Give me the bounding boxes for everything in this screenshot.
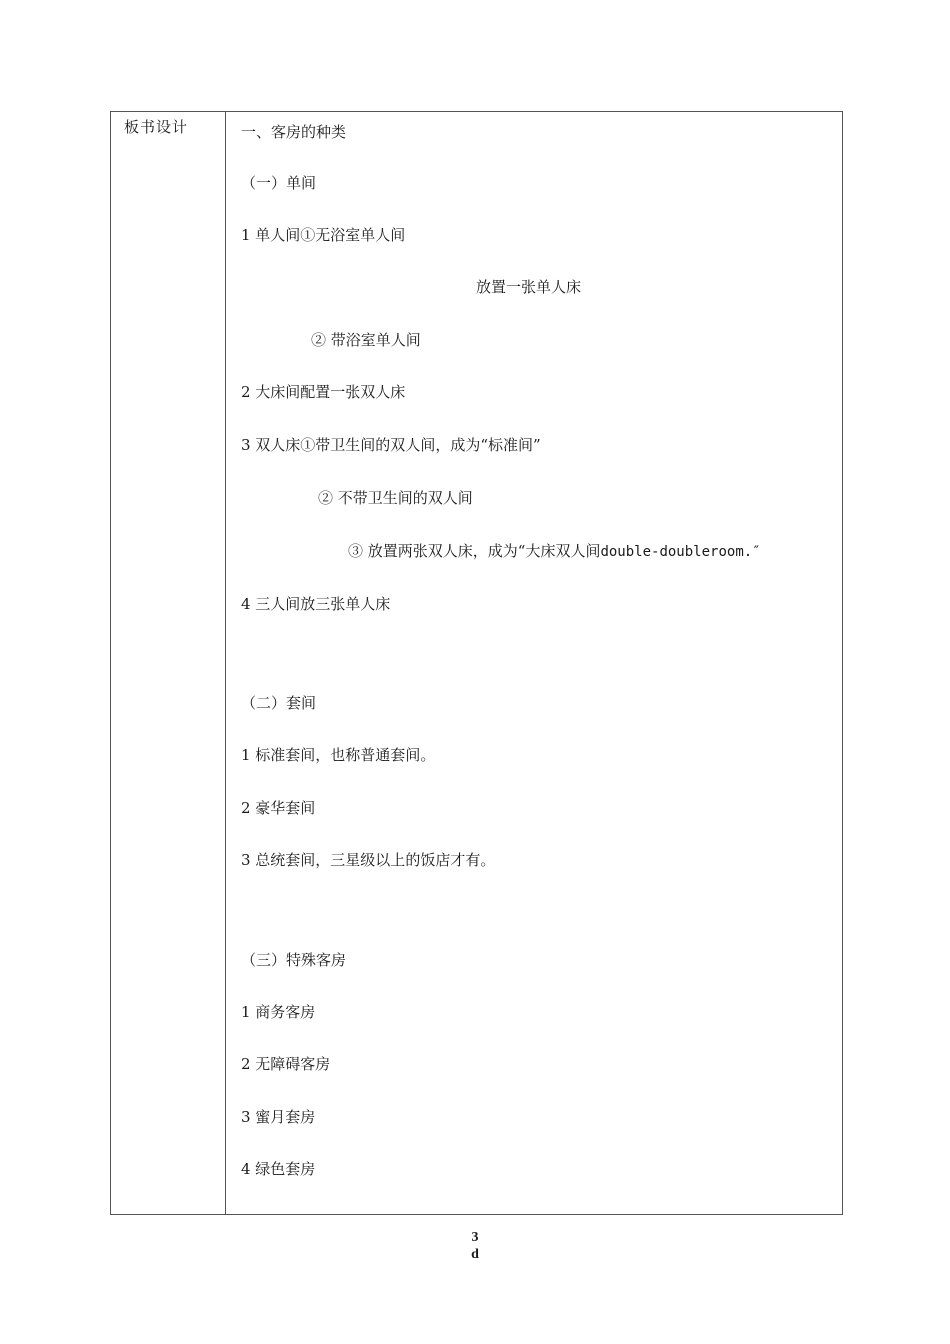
item-deluxe-suite: 2 豪华套间 [241,799,316,817]
board-design-label: 板书设计 [124,118,189,136]
item-single-room: 1 单人间①无浴室单人间 [241,226,406,244]
item-business-room: 1 商务客房 [241,1003,316,1021]
page-number: 3 [471,1230,479,1245]
item-honeymoon-suite: 3 蜜月套房 [241,1108,316,1126]
subheading-single: （一）单间 [241,174,317,192]
board-design-table [110,111,843,1215]
item-king-room: 2 大床间配置一张双人床 [241,383,406,401]
page-number-suffix: d [471,1247,479,1262]
item-green-suite: 4 绿色套房 [241,1160,316,1178]
item-double-double-text: ③ 放置两张双人床，成为“大床双人间 [348,542,601,560]
heading-room-types: 一、客房的种类 [241,123,347,141]
item-triple-room: 4 三人间放三张单人床 [241,595,391,613]
item-double-no-bath: ② 不带卫生间的双人间 [318,489,473,507]
item-standard-suite: 1 标准套间，也称普通套间。 [241,746,436,764]
subheading-special-rooms: （三）特殊客房 [241,951,347,969]
item-double-double-en: double-doubleroom.″ [600,544,761,560]
item-single-room-bath: ② 带浴室单人间 [311,331,421,349]
item-double-double [348,541,761,562]
item-double-room: 3 双人床①带卫生间的双人间，成为“标准间” [241,436,541,454]
item-presidential-suite: 3 总统套间，三星级以上的饭店才有。 [241,851,496,869]
item-accessible-room: 2 无障碍客房 [241,1055,331,1073]
item-single-room-note: 放置一张单人床 [476,278,582,296]
label-cell [111,112,226,1214]
subheading-suite: （二）套间 [241,694,317,712]
